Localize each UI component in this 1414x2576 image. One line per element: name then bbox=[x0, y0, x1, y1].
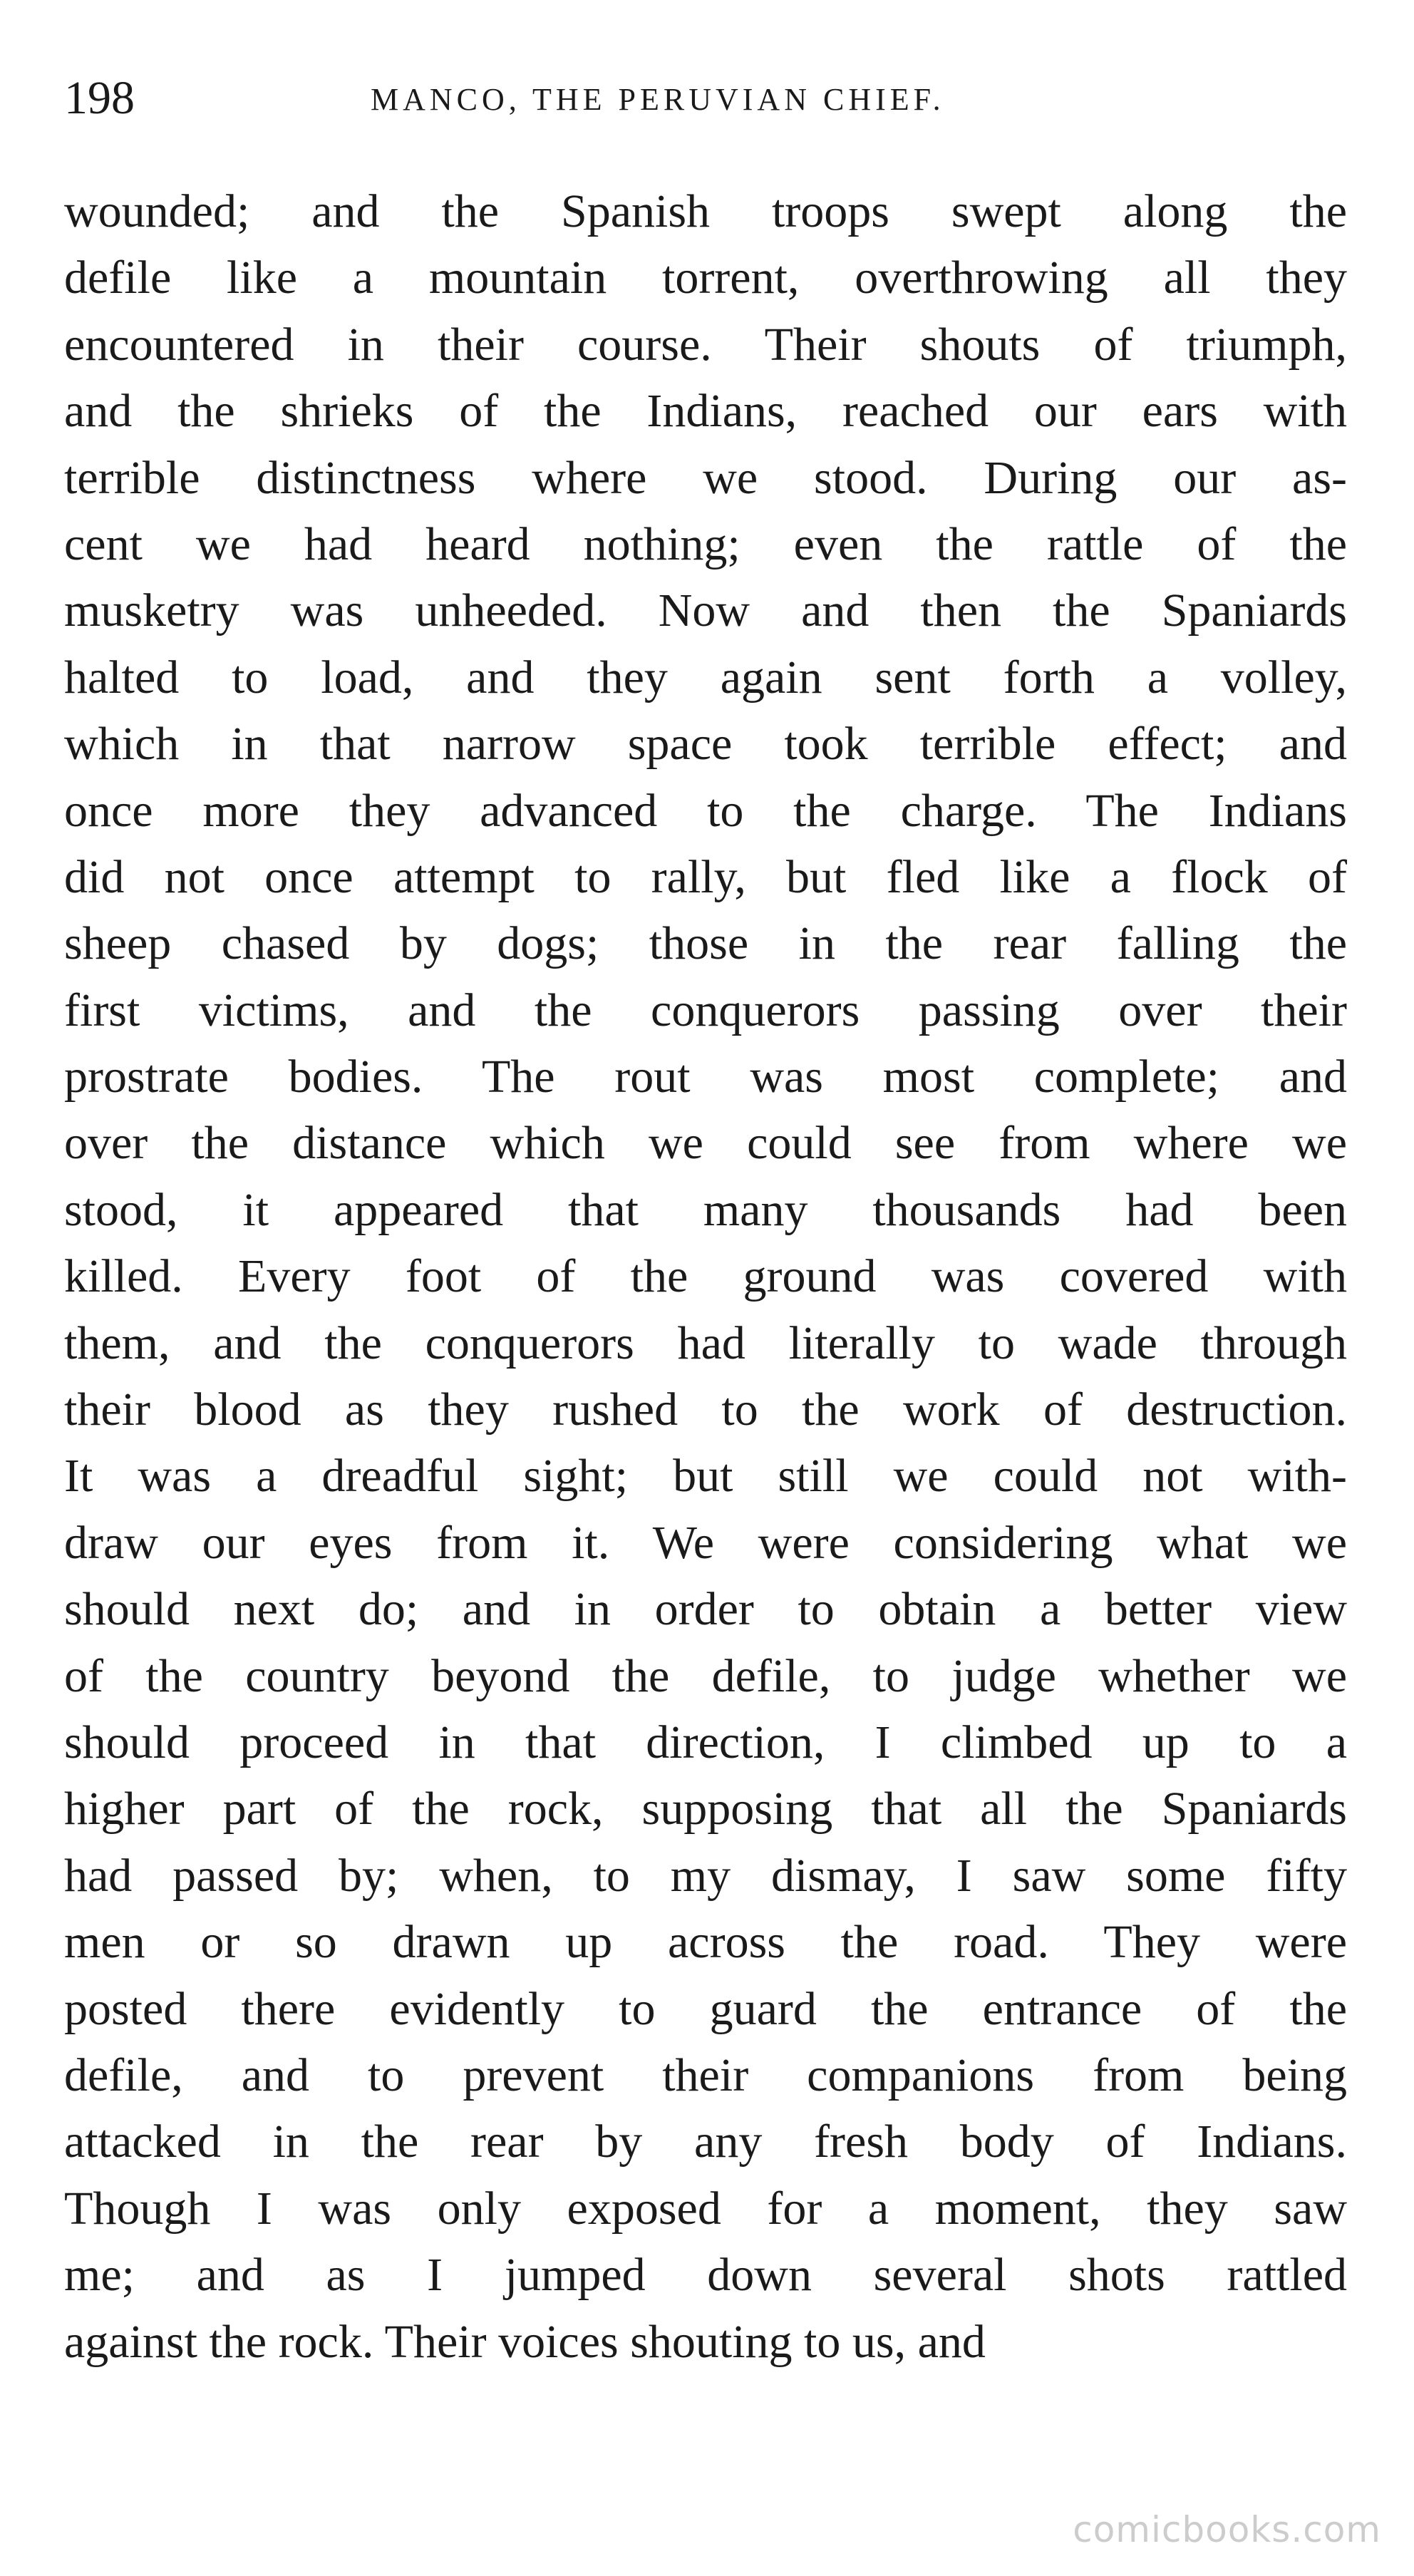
text-line: first victims, and the conquerors passing over their bbox=[64, 984, 1347, 1036]
running-head bbox=[64, 70, 1361, 127]
text-line: defile like a mountain torrent, overthrowing all they bbox=[64, 252, 1347, 304]
text-line: which in that narrow space took terrible effect; and bbox=[64, 718, 1347, 771]
text-line: cent we had heard nothing; even the rattle of the bbox=[64, 517, 1347, 570]
text-line: musketry was unheeded. Now and then the Spaniards bbox=[64, 584, 1347, 637]
text-line: It was a dreadful sight; but still we could not with- bbox=[64, 1450, 1347, 1503]
text-line: defile, and to prevent their companions from being bbox=[64, 2049, 1347, 2101]
text-line: over the distance which we could see from where we bbox=[64, 1117, 1347, 1170]
running-title: MANCO, THE PERUVIAN CHIEF. bbox=[371, 82, 945, 117]
text-line: of the country beyond the defile, to judge whether we bbox=[64, 1649, 1347, 1702]
text-line: did not once attempt to rally, but fled like a flock of bbox=[64, 850, 1347, 903]
text-line: against the rock. Their voices shouting to us, and bbox=[64, 2315, 986, 2368]
watermark: comicbooks.com bbox=[1073, 2509, 1381, 2550]
text-line: should next do; and in order to obtain a better view bbox=[64, 1583, 1347, 1636]
text-line: prostrate bodies. The rout was most complete; and bbox=[64, 1051, 1347, 1103]
text-line: and the shrieks of the Indians, reached our ears with bbox=[64, 385, 1347, 438]
text-line: men or so drawn up across the road. They were bbox=[64, 1916, 1347, 1969]
text-line: posted there evidently to guard the entrance of the bbox=[64, 1982, 1347, 2035]
text-line: draw our eyes from it. We were considering what we bbox=[64, 1516, 1347, 1569]
text-line: Though I was only exposed for a moment, they saw bbox=[64, 2182, 1347, 2235]
text-line: their blood as they rushed to the work of destruction. bbox=[64, 1384, 1347, 1436]
text-line: stood, it appeared that many thousands had been bbox=[64, 1183, 1347, 1236]
text-line: higher part of the rock, supposing that all the Spaniards bbox=[64, 1783, 1347, 1835]
text-line: terrible distinctness where we stood. During our as- bbox=[64, 451, 1347, 504]
body-text bbox=[64, 178, 1347, 2375]
text-line: halted to load, and they again sent forth a volley, bbox=[64, 651, 1347, 704]
text-line: encountered in their course. Their shouts of triumph, bbox=[64, 318, 1347, 371]
text-line: once more they advanced to the charge. The Indians bbox=[64, 784, 1347, 837]
text-line: them, and the conquerors had literally to wade through bbox=[64, 1317, 1347, 1369]
text-line: attacked in the rear by any fresh body of Indians. bbox=[64, 2116, 1347, 2168]
text-line: had passed by; when, to my dismay, I saw some fifty bbox=[64, 1849, 1347, 1902]
text-line: wounded; and the Spanish troops swept along the bbox=[64, 185, 1347, 237]
text-line: should proceed in that direction, I climbed up to a bbox=[64, 1716, 1347, 1768]
text-line: me; and as I jumped down several shots rattled bbox=[64, 2249, 1347, 2302]
page-number: 198 bbox=[64, 72, 135, 124]
text-line: killed. Every foot of the ground was covered with bbox=[64, 1250, 1347, 1303]
text-line: sheep chased by dogs; those in the rear falling the bbox=[64, 917, 1347, 970]
